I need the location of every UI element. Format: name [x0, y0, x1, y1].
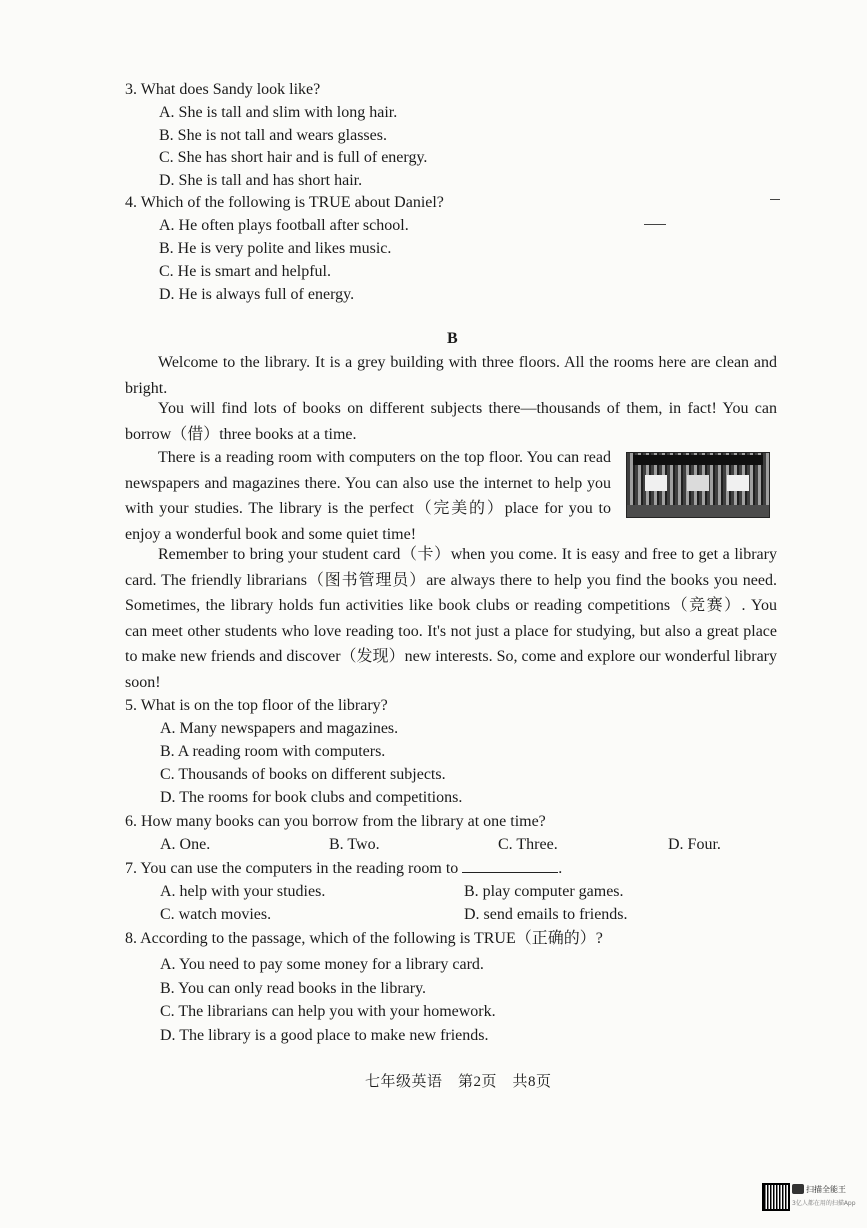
question-6-option-c: C. Three. [498, 836, 558, 853]
question-6-option-b: B. Two. [329, 836, 380, 853]
question-6-stem: 6. How many books can you borrow from the library at one time? [125, 813, 546, 830]
question-8-option-d: D. The library is a good place to make new friends. [160, 1027, 489, 1044]
scanner-subtitle: 3亿人都在用的扫描App [792, 1200, 856, 1207]
library-building-image [626, 452, 770, 518]
scanner-logo-icon [792, 1184, 804, 1194]
question-3-stem: 3. What does Sandy look like? [125, 81, 321, 98]
question-3-option-d: D. She is tall and has short hair. [159, 172, 363, 189]
question-8-stem: 8. According to the passage, which of the following is TRUE（正确的）? [125, 930, 603, 947]
question-4-option-a: A. He often plays football after school. [159, 217, 409, 234]
question-7-stem-end: . [558, 860, 563, 877]
question-4-option-c: C. He is smart and helpful. [159, 263, 331, 280]
question-6-option-d: D. Four. [668, 836, 721, 853]
passage-paragraph-2: You will find lots of books on different subjects there—thousands of them, in fact! You can borrow（借）three books at a time. [125, 400, 777, 443]
scan-mark [770, 199, 780, 200]
question-8-option-a: A. You need to pay some money for a library card. [160, 956, 484, 973]
passage-paragraph-3: There is a reading room with computers on the top floor. You can read newspapers and magazines there. You can also use the internet to help you with your studies. The library is the perfect（完美的）place for you to enjoy a wonderful book and some quiet time! [125, 449, 611, 543]
question-7-option-d: D. send emails to friends. [464, 906, 628, 923]
question-8-option-c: C. The librarians can help you with your homework. [160, 1003, 496, 1020]
passage-paragraph-4: Remember to bring your student card（卡）when you come. It is easy and free to get a library card. The friendly librarians（图书管理员）are always there to help you find the books you need. Sometimes, the library holds fun activities like book clubs or reading competitions（竞赛）. You can meet other students who love reading too. It's not just a place for studying, but also a great place to make new friends and discover（发现）new interests. So, come and explore our wonderful library soon! [125, 546, 777, 691]
question-4-option-b: B. He is very polite and likes music. [159, 240, 392, 257]
question-3-option-c: C. She has short hair and is full of energy. [159, 149, 428, 166]
section-b-heading: B [447, 330, 458, 347]
question-7-option-b: B. play computer games. [464, 883, 624, 900]
question-7-stem [125, 858, 562, 879]
question-5-option-d: D. The rooms for book clubs and competitions. [160, 789, 463, 806]
scan-mark [644, 224, 666, 225]
question-7-stem-text: 7. You can use the computers in the reading room to [125, 860, 459, 877]
question-7-option-a: A. help with your studies. [160, 883, 326, 900]
question-5-option-c: C. Thousands of books on different subjects. [160, 766, 446, 783]
question-7-option-c: C. watch movies. [160, 906, 272, 923]
question-5-option-b: B. A reading room with computers. [160, 743, 386, 760]
question-6-option-a: A. One. [160, 836, 211, 853]
question-4-stem: 4. Which of the following is TRUE about Daniel? [125, 194, 444, 211]
question-3-option-a: A. She is tall and slim with long hair. [159, 104, 398, 121]
passage-paragraph-1: Welcome to the library. It is a grey building with three floors. All the rooms here are clean and bright. [125, 354, 777, 397]
question-8-option-b: B. You can only read books in the library. [160, 980, 427, 997]
question-5-option-a: A. Many newspapers and magazines. [160, 720, 399, 737]
qr-code-icon [762, 1183, 790, 1211]
question-5-stem: 5. What is on the top floor of the library? [125, 697, 388, 714]
page-footer: 七年级英语 第2页 共8页 [365, 1074, 552, 1090]
answer-blank [462, 858, 558, 873]
question-4-option-d: D. He is always full of energy. [159, 286, 355, 303]
scanner-label: 扫描全能王 [806, 1185, 846, 1194]
question-3-option-b: B. She is not tall and wears glasses. [159, 127, 387, 144]
